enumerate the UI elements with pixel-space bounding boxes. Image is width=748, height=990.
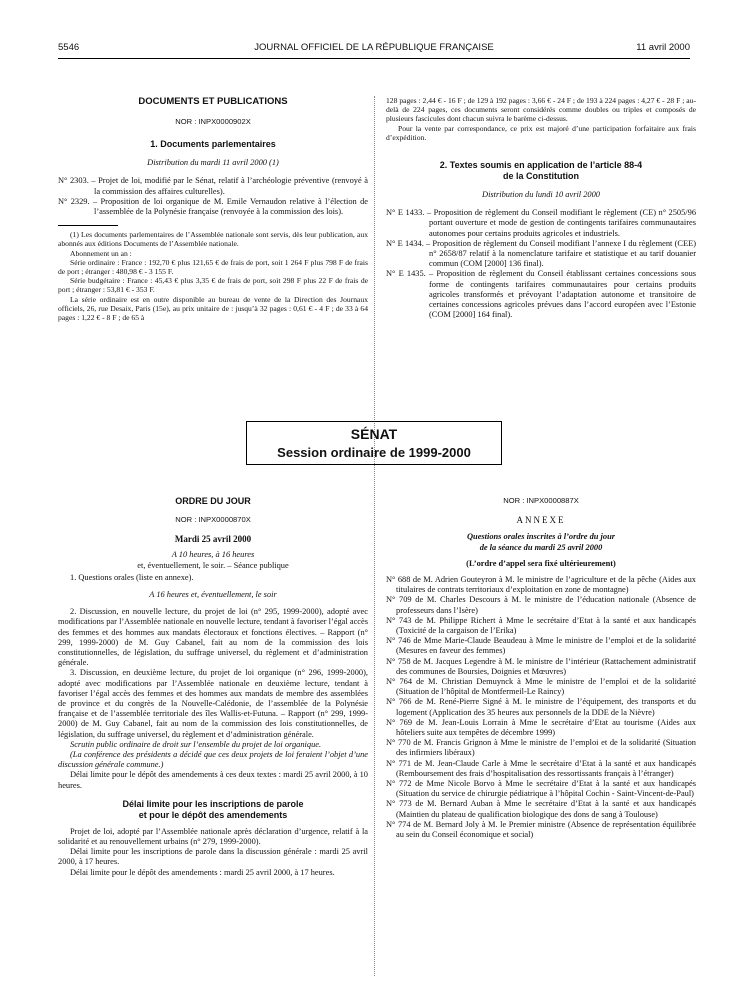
section1-distribution: Distribution du mardi 11 avril 2000 (1) xyxy=(147,158,279,168)
annexe-order-note: (L’ordre d’appel sera fixé ultérieurement) xyxy=(466,558,616,568)
annexe-column xyxy=(386,496,696,840)
doc-item-2303: N° 2303. – Projet de loi, modifié par le Sénat, relatif à l’archéologie préventive (renvoyé à la commission des affaires culturelles). xyxy=(58,176,369,196)
annexe-subtitle: Questions orales inscrites à l’ordre du jour de la séance du mardi 25 avril 2000 xyxy=(467,532,615,552)
journal-title: JOURNAL OFFICIEL DE LA RÉPUBLIQUE FRANÇAISE xyxy=(254,42,494,53)
ordre-point-2: 2. Discussion, en nouvelle lecture, du projet de loi (n° 295, 1999-2000), adopté avec modifications par l’Assemblée nationale en nouvelle lecture, tendant à favoriser l’égal accès des femmes et des hommes aux mandats électoraux et fonctions électives. – Rapport (n° 299, 1999-2000) de M. Guy Cabanel, fait au nom de la commission des lois constitutionnelles, de législation, du suffrage universel, du règlement et d’administration générale. xyxy=(58,607,368,668)
correspondance-text: Pour la vente par correspondance, ce prix est majoré d’une participation forfaitaire aux frais d’expédition. xyxy=(386,123,696,142)
ordre-delai-2: Délai limite pour les inscriptions de parole dans la discussion générale : mardi 25 avril 2000, à 17 heures. xyxy=(58,847,368,867)
docs-left-column xyxy=(58,96,368,322)
question-743: N° 743 de M. Philippe Richert à Mme le secrétaire d’Etat à la santé et aux handicapés (Toxicité de la cargaison de l’Erika) xyxy=(386,615,696,636)
footnote-rule xyxy=(58,225,118,226)
question-770: N° 770 de M. Francis Grignon à Mme le ministre de l’emploi et de la solidarité (Situation des infirmiers libéraux) xyxy=(386,738,696,758)
ordre-nor: NOR : INPX0000870X xyxy=(175,515,251,524)
annexe-nor: NOR : INPX0000887X xyxy=(503,496,579,505)
ordre-eventuel: et, éventuellement, le soir. – Séance publique xyxy=(137,560,289,570)
ordre-title: ORDRE DU JOUR xyxy=(175,496,251,506)
question-758: N° 758 de M. Jacques Legendre à M. le ministre de l’intérieur (Rattachement administratif des communes de Boursies, Doignies et Mœuvres) xyxy=(386,656,696,676)
section2-title: 2. Textes soumis en application de l’article 88-4 de la Constitution xyxy=(439,160,643,182)
docs-nor: NOR : INPX0000902X xyxy=(175,117,251,126)
footnote-1: (1) Les documents parlementaires de l’Assemblée nationale sont servis, dès leur publication, aux abonnés aux éditions Documents de l’Assemblée nationale. xyxy=(58,230,368,249)
issue-date: 11 avril 2000 xyxy=(636,42,690,53)
question-774: N° 774 de M. Bernard Joly à M. le Premier ministre (Absence de représentation équilibrée au sein du Conseil économique et social) xyxy=(386,819,696,840)
abonnement-label: Abonnement un an : xyxy=(70,248,132,258)
ordre-delai-3: Délai limite pour le dépôt des amendements : mardi 25 avril 2000, à 17 heures. xyxy=(70,867,335,877)
question-773: N° 773 de M. Bernard Auban à Mme le secrétaire d’Etat à la santé et aux handicapés (Maintien du plateau de qualification biologique des dons de sang à Toulouse) xyxy=(386,799,696,819)
ordre-scrutin: Scrutin public ordinaire de droit sur l’ensemble du projet de loi organique. xyxy=(70,739,322,749)
vente-text: La série ordinaire est en outre disponible au bureau de vente de la Direction des Journaux officiels, 26, rue Desaix, Paris (15e), au prix unitaire de : jusqu’à 32 pages : 0,61 € - 4 F ; de 33 à 64 pages : 1,22 € - 8 F ; de 65 à xyxy=(58,294,368,323)
ordre-point-3: 3. Discussion, en deuxième lecture, du projet de loi organique (n° 296, 1999-2000), adopté avec modifications par l’Assemblée nationale en deuxième lecture, tendant à favoriser l’égal accès des femmes et des hommes aux mandats de membre des assemblées de province et du congrès de la Nouvelle-Calédonie, de l’assemblée de la Polynésie française et de l’assemblée territoriale des îles Wallis-et-Futuna. – Rapport (n° 299, 1999-2000) de M. Guy Cabanel, fait au nom de la commission des lois constitutionnelles, de législation, du suffrage universel, du règlement et d’administration générale. xyxy=(58,668,368,739)
page-header xyxy=(58,42,690,56)
docs-title: DOCUMENTS ET PUBLICATIONS xyxy=(138,96,288,107)
serie-ordinaire: Série ordinaire : France : 192,70 € plus 121,65 € de frais de port, soit 1 264 F plus 798 F de frais de port ; étranger : 480,98 € - 3 155 F. xyxy=(58,257,368,277)
docs-right-column xyxy=(386,96,696,320)
e-item-1433: N° E 1433. – Proposition de règlement du Conseil modifiant le règlement (CE) n° 2505/96 portant ouverture et mode de gestion de contingents tarifaires communautaires autonomes pour certains produits agricoles et industriels. xyxy=(386,208,697,238)
question-769: N° 769 de M. Jean-Louis Lorrain à Mme le secrétaire d’Etat au tourisme (Aides aux hôteliers suite aux tempêtes de décembre 1999) xyxy=(386,717,696,738)
question-764: N° 764 de M. Christian Demuynck à Mme le ministre de l’emploi et de la solidarité (Situation de l’hôpital de Montfermeil-Le Raincy) xyxy=(386,677,696,697)
question-766: N° 766 de M. René-Pierre Signé à M. le ministre de l’équipement, des transports et du logement (Application des 35 heures aux personnels de la DDE de la Nièvre) xyxy=(386,697,696,717)
page-number: 5546 xyxy=(58,42,80,53)
section1-title: 1. Documents parlementaires xyxy=(150,139,276,150)
doc-item-2329: N° 2329. – Proposition de loi organique de M. Emile Vernaudon relative à l’élection de l’assemblée de la Polynésie française (renvoyée à la commission des lois). xyxy=(58,196,368,217)
serie-budgetaire: Série budgétaire : France : 45,43 € plus 3,35 € de frais de port, soit 298 F plus 22 F de frais de port ; étranger : 53,81 € - 353 F. xyxy=(58,276,368,295)
question-746: N° 746 de Mme Marie-Claude Beaudeau à Mme le ministre de l’emploi et de la solidarité (Mesures en faveur des femmes) xyxy=(386,636,696,656)
question-772: N° 772 de Mme Nicole Borvo à Mme le secrétaire d’Etat à la santé et aux handicapés (Situation du service de chirurgie pédiatrique à l’hôpital Cochin - Saint-Vincent-de-Paul) xyxy=(386,779,696,799)
annexe-title: ANNEXE xyxy=(516,515,566,526)
question-688: N° 688 de M. Adrien Gouteyron à M. le ministre de l’agriculture et de la pêche (Aides aux titulaires de contrats territoriaux d’exploitation en zone de montagne) xyxy=(386,575,696,595)
e-item-1435: N° E 1435. – Proposition de règlement du Conseil établissant certaines concessions sous forme de contingents tarifaires communautaires pour certains produits agricoles transformés et prévoyant l’adaptation autonome et transitoire de certaines concessions agricoles prévues dans l’accord européen avec l’Estonie (COM [2000] 164 final). xyxy=(386,269,697,320)
senat-banner xyxy=(246,421,502,465)
ordre-point-1: 1. Questions orales (liste en annexe). xyxy=(70,572,194,582)
e-item-1434: N° E 1434. – Proposition de règlement du Conseil modifiant l’annexe I du règlement (CEE) n° 2658/87 relatif à la nomenclature tarifaire et statistique et au tarif douanier commun (COM [2000] 136 final). xyxy=(386,238,696,269)
ordre-delai-1: Délai limite pour le dépôt des amendements à ces deux textes : mardi 25 avril 2000, à 10 heures. xyxy=(58,770,368,790)
vente-continuation: 128 pages : 2,44 € - 16 F ; de 129 à 192 pages : 3,66 € - 24 F ; de 193 à 224 pages : 4,27 € - 28 F ; au-delà de 224 pages, ces documents seront considérés comme doubles ou triples et composés de plusieurs fascicules dont chacun suivra le barème ci-dessus. xyxy=(386,96,696,124)
ordre-conference: (La conférence des présidents a décidé que ces deux projets de loi feraient l’objet d’une discussion générale commune.) xyxy=(58,750,368,770)
delai-title: Délai limite pour les inscriptions de parole et pour le dépôt des amendements xyxy=(122,798,304,820)
ordre-date: Mardi 25 avril 2000 xyxy=(174,534,252,545)
senat-title: SÉNAT xyxy=(350,426,398,442)
ordre-projet: Projet de loi, adopté par l’Assemblée nationale après déclaration d’urgence, relatif à la solidarité et au renouvellement urbains (n° 279, 1999-2000). xyxy=(58,826,368,847)
ordre-column xyxy=(58,496,368,878)
ordre-hours: A 10 heures, à 16 heures xyxy=(171,550,255,560)
question-709: N° 709 de M. Charles Descours à M. le ministre de l’éducation nationale (Absence de professeurs dans l’Isère) xyxy=(386,595,696,615)
section2-distribution: Distribution du lundi 10 avril 2000 xyxy=(482,190,600,200)
ordre-hours-2: A 16 heures et, éventuellement, le soir xyxy=(149,590,277,600)
header-rule xyxy=(58,58,690,59)
senat-session: Session ordinaire de 1999-2000 xyxy=(277,445,471,460)
column-divider xyxy=(374,96,376,976)
question-771: N° 771 de M. Jean-Claude Carle à Mme le secrétaire d’Etat à la santé et aux handicapés (Remboursement des frais d’hospitalisation des ressortissants français à l’étranger) xyxy=(386,758,696,778)
